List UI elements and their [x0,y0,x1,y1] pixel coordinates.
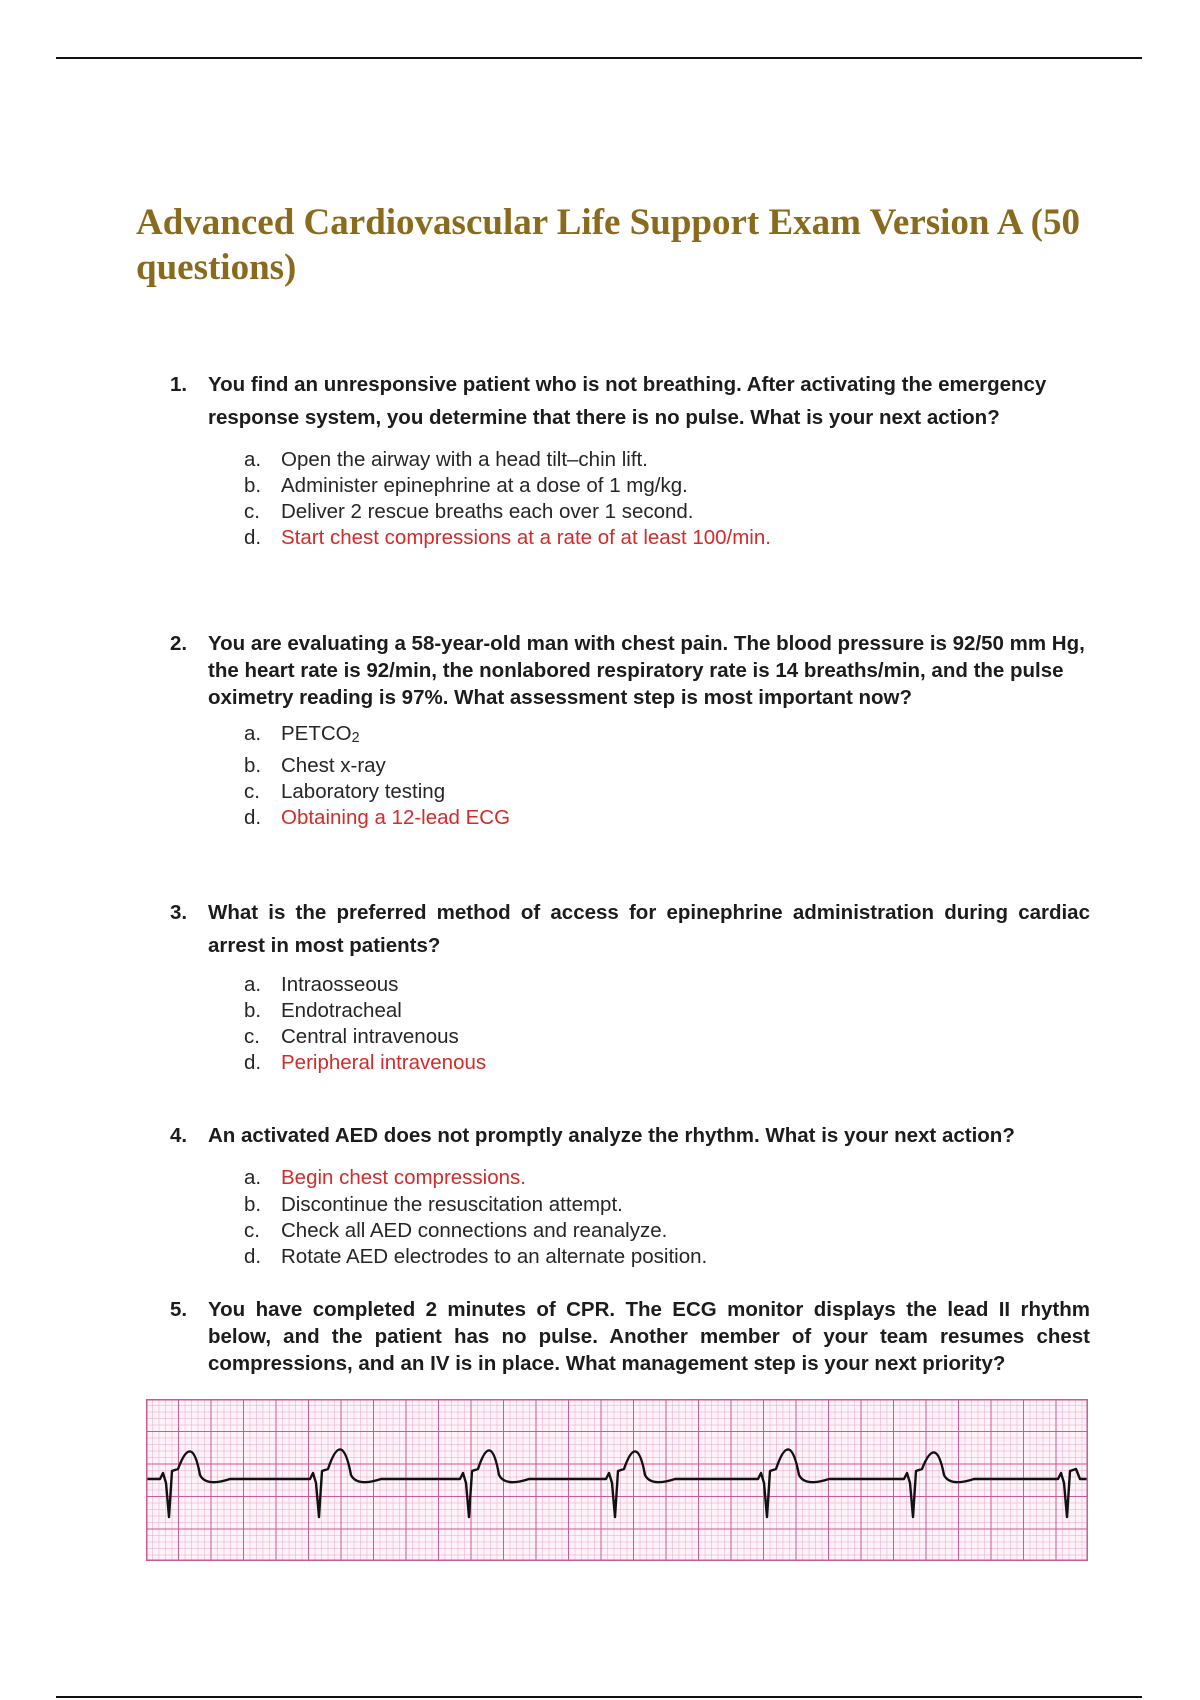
question-number: 2. [170,632,188,655]
answer-option-c [244,1024,1090,1050]
question-text: You find an unresponsive patient who is not breathing. After activating the emergency response system, you determine that there is no pulse. What is your next action? [208,373,1047,429]
option-text: Obtaining a 12-lead ECG [281,806,511,830]
answer-option-a [244,719,1090,753]
answer-option-b [244,998,1090,1024]
answer-option-a [244,447,1090,473]
answer-options [170,1163,1090,1270]
option-letter: d. [244,1051,262,1074]
answer-option-c [244,499,1090,525]
question-number: 1. [170,373,188,396]
option-text: Chest x-ray [281,754,386,778]
option-text: Peripheral intravenous [281,1051,487,1074]
question-text: You are evaluating a 58-year-old man with chest pain. The blood pressure is 92/50 mm Hg, the heart rate is 92/min, the nonlabored respiratory rate is 14 breaths/min, and the pulse oximetry reading is 97%. What assessment step is most important now? [208,632,1085,709]
option-text: Endotracheal [281,999,402,1022]
option-text: Central intravenous [281,1025,459,1048]
option-letter: a. [244,722,262,745]
option-letter: c. [244,1219,260,1242]
question-2 [170,630,1090,831]
answer-option-a [244,972,1090,998]
answer-options [170,447,1090,551]
question-4 [170,1121,1090,1270]
answer-options [170,719,1090,831]
question-1 [170,368,1090,551]
option-text: Laboratory testing [281,780,446,804]
option-letter: a. [244,448,262,471]
option-letter: d. [244,806,262,830]
question-number: 5. [170,1298,188,1321]
option-letter: b. [244,999,262,1022]
answer-option-d [244,1244,1090,1270]
option-text: Intraosseous [281,973,399,996]
answer-option-b [244,753,1090,779]
option-text: Rotate AED electrodes to an alternate position. [281,1245,708,1268]
answer-option-d-correct [244,525,1090,551]
option-letter: d. [244,526,262,549]
option-letter: a. [244,1166,262,1189]
option-letter: b. [244,754,262,778]
header-rule [56,57,1142,59]
question-3 [170,896,1090,1076]
option-letter: b. [244,1193,262,1216]
answer-option-d-correct [244,1050,1090,1076]
option-letter: c. [244,500,260,523]
answer-option-a-correct [244,1163,1090,1192]
answer-option-d-correct [244,805,1090,831]
option-text: Discontinue the resuscitation attempt. [281,1193,623,1216]
option-text: Open the airway with a head tilt–chin lift. [281,448,648,471]
footer-rule [56,1696,1142,1698]
answer-option-b [244,473,1090,499]
option-text-main: PETCO [281,722,352,745]
option-text: Check all AED connections and reanalyze. [281,1219,668,1242]
answer-options [170,972,1090,1076]
option-subscript: 2 [351,730,360,747]
option-text: Begin chest compressions. [281,1166,526,1189]
question-number: 3. [170,901,188,924]
page-title: Advanced Cardiovascular Life Support Exam Version A (50 questions) [136,202,1080,288]
option-text: Start chest compressions at a rate of at least 100/min. [281,526,771,549]
option-letter: d. [244,1245,262,1268]
option-text [281,719,360,753]
question-text: An activated AED does not promptly analyze the rhythm. What is your next action? [208,1124,1015,1147]
option-letter: b. [244,474,262,497]
answer-option-c [244,779,1090,805]
answer-option-c [244,1218,1090,1244]
question-5 [170,1296,1090,1377]
option-letter: c. [244,1025,260,1048]
option-text: Administer epinephrine at a dose of 1 mg/kg. [281,474,688,497]
ecg-rhythm-strip-icon [146,1399,1088,1561]
answer-option-b [244,1192,1090,1218]
option-text: Deliver 2 rescue breaths each over 1 second. [281,500,694,523]
question-number: 4. [170,1124,188,1147]
option-letter: c. [244,780,260,804]
question-text: You have completed 2 minutes of CPR. The ECG monitor displays the lead II rhythm below, and the patient has no pulse. Another member of your team resumes chest compressions, and an IV is in place. What management step is your next priority? [208,1298,1090,1375]
option-letter: a. [244,973,262,996]
question-text: What is the preferred method of access for epinephrine administration during cardiac arrest in most patients? [208,901,1090,957]
